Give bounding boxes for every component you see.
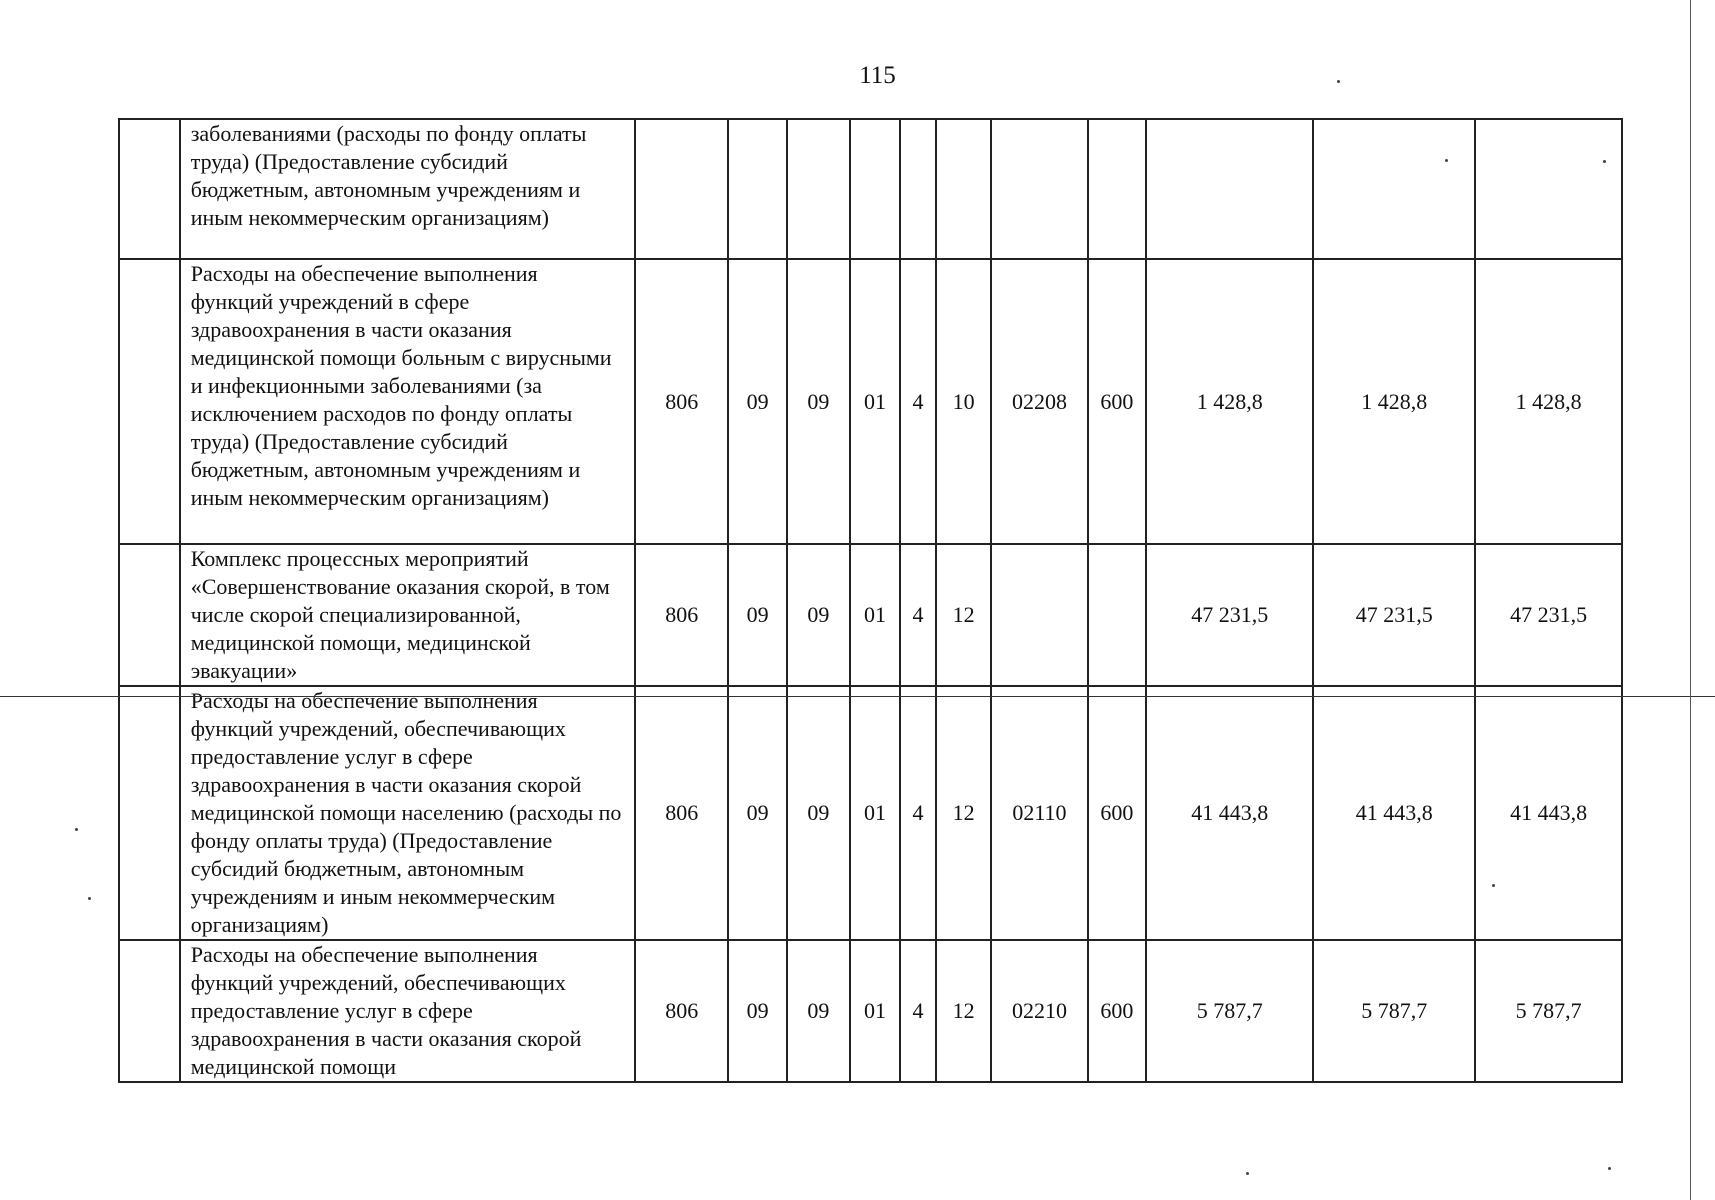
row-number-cell [119, 259, 180, 544]
section-code-cell [728, 119, 787, 259]
row-number-cell [119, 119, 180, 259]
amount-cell-3: 41 443,8 [1475, 686, 1622, 940]
ministry-code-cell: 806 [635, 940, 728, 1082]
activity-code-cell: 12 [936, 544, 992, 686]
table-row [119, 119, 1622, 259]
ministry-code-cell: 806 [635, 259, 728, 544]
amount-cell-1: 47 231,5 [1146, 544, 1313, 686]
section-code-cell: 09 [728, 686, 787, 940]
section-code-cell: 09 [728, 259, 787, 544]
row-number-cell [119, 686, 180, 940]
direction-code-cell: 02210 [991, 940, 1087, 1082]
subsection-code-cell [787, 119, 850, 259]
program-type-cell: 4 [900, 686, 935, 940]
scan-artifact-line [0, 696, 1715, 697]
scan-speck [1337, 80, 1340, 83]
amount-cell-1 [1146, 119, 1313, 259]
amount-cell-3: 47 231,5 [1475, 544, 1622, 686]
amount-cell-1: 1 428,8 [1146, 259, 1313, 544]
table-row [119, 259, 1622, 544]
scan-speck [1246, 1172, 1249, 1175]
ministry-code-cell: 806 [635, 686, 728, 940]
scan-speck [1608, 1167, 1611, 1170]
amount-cell-3: 5 787,7 [1475, 940, 1622, 1082]
budget-table [118, 118, 1623, 1083]
description-cell: заболеваниями (расходы по фонду оплаты труда) (Предоставление субсидий бюджетным, автономным учреждениям и иным некоммерческим организациям) [180, 119, 635, 259]
program-code-cell: 01 [850, 940, 901, 1082]
activity-code-cell [936, 119, 992, 259]
subsection-code-cell: 09 [787, 544, 850, 686]
description-cell: Расходы на обеспечение выполнения функций учреждений в сфере здравоохранения в части оказания медицинской помощи больным с вирусными и инфекционными заболеваниями (за исключением расходов по фонду оплаты труда) (Предоставление субсидий бюджетным, автономным учреждениям и иным некоммерческим организациям) [180, 259, 635, 544]
expense-type-cell: 600 [1088, 259, 1147, 544]
description-cell: Расходы на обеспечение выполнения функций учреждений, обеспечивающих предоставление услуг в сфере здравоохранения в части оказания скорой медицинской помощи [180, 940, 635, 1082]
expense-type-cell [1088, 119, 1147, 259]
table-row [119, 940, 1622, 1082]
scan-speck [1445, 159, 1448, 162]
scan-speck [75, 828, 78, 831]
amount-cell-2: 1 428,8 [1313, 259, 1475, 544]
expense-type-cell: 600 [1088, 940, 1147, 1082]
amount-cell-2: 47 231,5 [1313, 544, 1475, 686]
scan-speck [1603, 160, 1606, 163]
program-type-cell [900, 119, 935, 259]
amount-cell-3: 1 428,8 [1475, 259, 1622, 544]
amount-cell-1: 41 443,8 [1146, 686, 1313, 940]
scan-edge-line [1690, 0, 1691, 1200]
subsection-code-cell: 09 [787, 940, 850, 1082]
scan-speck [1492, 884, 1495, 887]
expense-type-cell [1088, 544, 1147, 686]
program-type-cell: 4 [900, 544, 935, 686]
row-number-cell [119, 544, 180, 686]
subsection-code-cell: 09 [787, 259, 850, 544]
section-code-cell: 09 [728, 940, 787, 1082]
scan-speck [88, 897, 91, 900]
page-number: 115 [859, 62, 896, 89]
program-type-cell: 4 [900, 259, 935, 544]
direction-code-cell [991, 119, 1087, 259]
amount-cell-2: 41 443,8 [1313, 686, 1475, 940]
direction-code-cell: 02208 [991, 259, 1087, 544]
amount-cell-1: 5 787,7 [1146, 940, 1313, 1082]
activity-code-cell: 12 [936, 940, 992, 1082]
activity-code-cell: 10 [936, 259, 992, 544]
description-cell: Комплекс процессных мероприятий «Совершенствование оказания скорой, в том числе скорой специализированной, медицинской помощи, медицинской эвакуации» [180, 544, 635, 686]
description-cell: Расходы на обеспечение выполнения функций учреждений, обеспечивающих предоставление услуг в сфере здравоохранения в части оказания скорой медицинской помощи населению (расходы по фонду оплаты труда) (Предоставление субсидий бюджетным, автономным учреждениям и иным некоммерческим организациям) [180, 686, 635, 940]
section-code-cell: 09 [728, 544, 787, 686]
table-row [119, 686, 1622, 940]
activity-code-cell: 12 [936, 686, 992, 940]
amount-cell-2: 5 787,7 [1313, 940, 1475, 1082]
ministry-code-cell [635, 119, 728, 259]
amount-cell-2 [1313, 119, 1475, 259]
program-code-cell: 01 [850, 544, 901, 686]
direction-code-cell: 02110 [991, 686, 1087, 940]
program-code-cell: 01 [850, 686, 901, 940]
program-type-cell: 4 [900, 940, 935, 1082]
table-row [119, 544, 1622, 686]
subsection-code-cell: 09 [787, 686, 850, 940]
ministry-code-cell: 806 [635, 544, 728, 686]
amount-cell-3 [1475, 119, 1622, 259]
direction-code-cell [991, 544, 1087, 686]
expense-type-cell: 600 [1088, 686, 1147, 940]
row-number-cell [119, 940, 180, 1082]
program-code-cell: 01 [850, 259, 901, 544]
program-code-cell [850, 119, 901, 259]
